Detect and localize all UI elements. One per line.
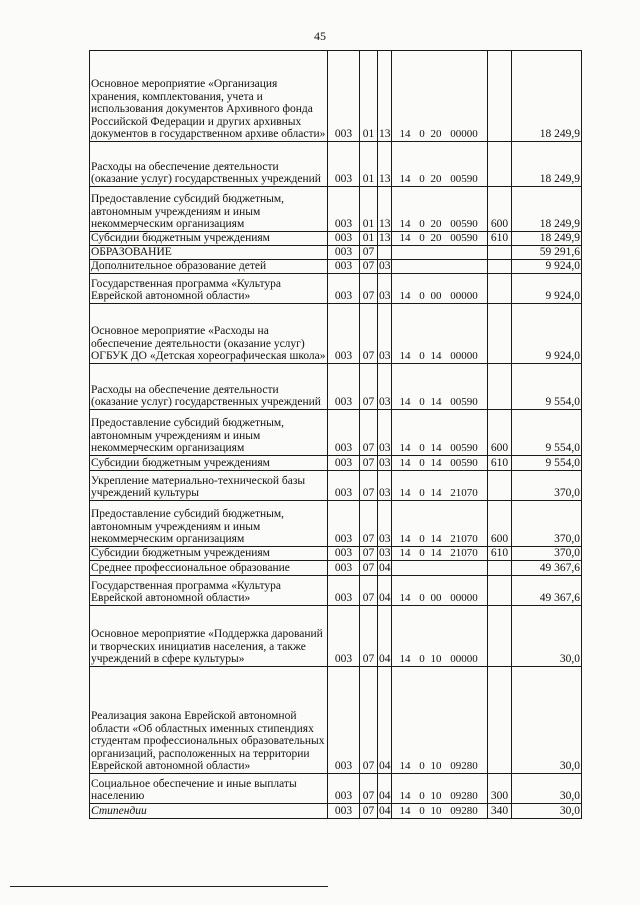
target-activity: 14 <box>430 442 442 455</box>
table-row <box>90 51 582 142</box>
target-article-code <box>392 774 488 804</box>
amount: 49 367,6 <box>512 561 582 576</box>
section-code: 07 <box>360 260 378 274</box>
target-direction: 09280 <box>450 790 478 803</box>
amount: 18 249,9 <box>512 142 582 187</box>
section-code: 01 <box>360 187 378 232</box>
expense-type-code <box>488 260 512 274</box>
amount: 18 249,9 <box>512 232 582 246</box>
section-code: 07 <box>360 667 378 774</box>
table-row <box>90 471 582 501</box>
ministry-code: 003 <box>328 561 360 576</box>
amount: 30,0 <box>512 606 582 667</box>
amount: 370,0 <box>512 501 582 547</box>
target-subprogram: 0 <box>419 442 425 455</box>
ministry-code: 003 <box>328 232 360 246</box>
row-description: Реализация закона Еврейской автономной области «Об областных именных стипендиях студентам профессиональных образовательных организаций, расположенных на территории Еврейской автономной области» <box>90 667 328 774</box>
target-article-code <box>392 576 488 606</box>
target-subprogram: 0 <box>419 457 425 470</box>
row-description: Государственная программа «Культура Еврейской автономной области» <box>90 576 328 606</box>
target-article-code <box>392 501 488 547</box>
section-code: 07 <box>360 501 378 547</box>
expense-type-code <box>488 246 512 260</box>
expense-type-code <box>488 304 512 364</box>
table-row <box>90 576 582 606</box>
ministry-code: 003 <box>328 410 360 456</box>
subsection-code: 04 <box>379 805 391 818</box>
page-number: 45 <box>314 29 326 43</box>
amount: 18 249,9 <box>512 51 582 142</box>
expense-type-code <box>488 606 512 667</box>
subsection-code: 03 <box>378 274 392 304</box>
table-row <box>90 501 582 547</box>
table-row <box>90 260 582 274</box>
expense-type-code: 610 <box>488 547 512 561</box>
section-code: 01 <box>360 232 378 246</box>
ministry-code: 003 <box>328 142 360 187</box>
ministry-code: 003 <box>328 274 360 304</box>
row-description: Государственная программа «Культура Еврейской автономной области» <box>90 274 328 304</box>
expense-type-code <box>488 561 512 576</box>
ministry-code: 003 <box>328 260 360 274</box>
ministry-code: 003 <box>328 456 360 471</box>
target-activity: 10 <box>430 760 442 773</box>
target-activity: 20 <box>430 173 442 186</box>
ministry-code: 003 <box>328 501 360 547</box>
table-row <box>90 274 582 304</box>
ministry-code: 003 <box>328 576 360 606</box>
row-description: Предоставление субсидий бюджетным, автономным учреждениям и иным некоммерческим организациям <box>90 501 328 547</box>
table-row <box>90 304 582 364</box>
target-direction: 00000 <box>450 350 478 363</box>
target-direction: 00590 <box>450 173 478 186</box>
ministry-code: 003 <box>328 547 360 561</box>
target-subprogram: 0 <box>419 173 425 186</box>
expense-type-code <box>488 364 512 410</box>
target-program: 14 <box>399 442 411 455</box>
expense-type-code: 300 <box>488 774 512 804</box>
target-activity: 10 <box>430 805 442 818</box>
ministry-code: 003 <box>328 804 360 819</box>
amount: 370,0 <box>512 547 582 561</box>
target-activity: 20 <box>430 232 442 245</box>
row-description: Предоставление субсидий бюджетным, автономным учреждениям и иным некоммерческим организациям <box>90 187 328 232</box>
table-row <box>90 410 582 456</box>
row-description: Социальное обеспечение и иные выплаты населению <box>90 774 328 804</box>
subsection-code: 03 <box>378 501 392 547</box>
target-article-code <box>392 304 488 364</box>
subsection-code: 04 <box>378 667 392 774</box>
row-description: Основное мероприятие «Поддержка дарований и творческих инициатив населения, а также учреждений в сфере культуры» <box>90 606 328 667</box>
table-row <box>90 667 582 774</box>
target-subprogram: 0 <box>419 487 425 500</box>
table-row <box>90 232 582 246</box>
target-program: 14 <box>399 592 411 605</box>
target-subprogram: 0 <box>419 547 425 560</box>
bottom-rule <box>10 886 328 887</box>
target-article-code <box>392 260 488 274</box>
target-activity: 14 <box>430 533 442 546</box>
row-description: Расходы на обеспечение деятельности (оказание услуг) государственных учреждений <box>90 142 328 187</box>
target-article-code <box>392 187 488 232</box>
target-direction: 09280 <box>450 760 478 773</box>
subsection-code: 03 <box>379 457 391 470</box>
target-article-code <box>392 274 488 304</box>
table-row <box>90 142 582 187</box>
target-subprogram: 0 <box>419 350 425 363</box>
target-program: 14 <box>399 487 411 500</box>
section-code: 07 <box>360 576 378 606</box>
target-program: 14 <box>399 232 411 245</box>
section-code: 07 <box>360 606 378 667</box>
ministry-code: 003 <box>328 304 360 364</box>
expense-type-code <box>488 471 512 501</box>
target-program: 14 <box>399 173 411 186</box>
expense-type-code: 600 <box>488 410 512 456</box>
target-subprogram: 0 <box>419 128 425 141</box>
ministry-code: 003 <box>328 774 360 804</box>
row-description: ОБРАЗОВАНИЕ <box>90 246 328 260</box>
subsection-code: 04 <box>378 774 392 804</box>
budget-table <box>89 50 582 819</box>
row-description: Расходы на обеспечение деятельности (оказание услуг) государственных учреждений <box>90 364 328 410</box>
amount: 30,0 <box>512 774 582 804</box>
target-activity: 14 <box>430 547 442 560</box>
table-row <box>90 364 582 410</box>
section-code: 07 <box>360 410 378 456</box>
row-description: Субсидии бюджетным учреждениям <box>90 547 328 561</box>
amount: 9 554,0 <box>512 456 582 471</box>
row-description: Субсидии бюджетным учреждениям <box>90 456 328 471</box>
amount: 9 924,0 <box>512 260 582 274</box>
target-activity: 00 <box>430 290 442 303</box>
target-program: 14 <box>399 653 411 666</box>
target-program: 14 <box>399 350 411 363</box>
row-description: Дополнительное образование детей <box>90 260 328 274</box>
expense-type-code: 340 <box>488 804 512 819</box>
table-row <box>90 187 582 232</box>
ministry-code: 003 <box>328 187 360 232</box>
subsection-code: 04 <box>378 576 392 606</box>
expense-type-code <box>488 142 512 187</box>
ministry-code: 003 <box>328 606 360 667</box>
subsection-code: 13 <box>378 187 392 232</box>
amount: 49 367,6 <box>512 576 582 606</box>
target-subprogram: 0 <box>419 653 425 666</box>
target-article-code <box>392 561 488 576</box>
target-direction: 00590 <box>450 457 478 470</box>
target-subprogram: 0 <box>419 218 425 231</box>
target-program: 14 <box>399 533 411 546</box>
target-subprogram: 0 <box>419 790 425 803</box>
subsection-code <box>378 246 392 260</box>
expense-type-code: 600 <box>488 501 512 547</box>
row-description: Укрепление материально-технической базы учреждений культуры <box>90 471 328 501</box>
target-direction: 00590 <box>450 218 478 231</box>
target-direction: 21070 <box>450 487 478 500</box>
row-description: Основное мероприятие «Расходы на обеспечение деятельности (оказание услуг) ОГБУК ДО «Детская хореографическая школа» <box>90 304 328 364</box>
target-subprogram: 0 <box>419 396 425 409</box>
table-row <box>90 456 582 471</box>
target-subprogram: 0 <box>419 533 425 546</box>
section-code: 07 <box>360 304 378 364</box>
target-direction: 00000 <box>450 128 478 141</box>
target-subprogram: 0 <box>419 290 425 303</box>
target-program: 14 <box>399 547 411 560</box>
target-direction: 00000 <box>450 290 478 303</box>
target-direction: 21070 <box>450 533 478 546</box>
section-code: 07 <box>360 456 378 471</box>
amount: 9 924,0 <box>512 274 582 304</box>
section-code: 07 <box>360 804 378 819</box>
section-code: 07 <box>360 774 378 804</box>
target-article-code <box>392 142 488 187</box>
target-activity: 14 <box>430 396 442 409</box>
section-code: 07 <box>360 246 378 260</box>
ministry-code: 003 <box>328 667 360 774</box>
target-program: 14 <box>399 457 411 470</box>
target-article-code <box>392 547 488 561</box>
target-article-code <box>392 606 488 667</box>
subsection-code: 03 <box>378 471 392 501</box>
expense-type-code: 610 <box>488 456 512 471</box>
table-row <box>90 246 582 260</box>
target-program: 14 <box>399 218 411 231</box>
section-code: 01 <box>360 51 378 142</box>
ministry-code: 003 <box>328 51 360 142</box>
target-activity: 20 <box>430 128 442 141</box>
amount: 30,0 <box>512 804 582 819</box>
expense-type-code: 610 <box>488 232 512 246</box>
subsection-code: 13 <box>378 142 392 187</box>
expense-type-code <box>488 51 512 142</box>
section-code: 07 <box>360 274 378 304</box>
target-subprogram: 0 <box>419 760 425 773</box>
target-article-code <box>392 246 488 260</box>
amount: 370,0 <box>512 471 582 501</box>
target-article-code <box>392 667 488 774</box>
amount: 9 554,0 <box>512 410 582 456</box>
subsection-code: 04 <box>379 562 391 575</box>
target-program: 14 <box>399 396 411 409</box>
row-description: Субсидии бюджетным учреждениям <box>90 232 328 246</box>
target-article-code <box>392 232 488 246</box>
row-description: Среднее профессиональное образование <box>90 561 328 576</box>
table-row <box>90 804 582 819</box>
table-row <box>90 547 582 561</box>
subsection-code: 04 <box>378 606 392 667</box>
section-code: 07 <box>360 561 378 576</box>
amount: 59 291,6 <box>512 246 582 260</box>
target-direction: 00590 <box>450 442 478 455</box>
row-description: Предоставление субсидий бюджетным, автономным учреждениям и иным некоммерческим организациям <box>90 410 328 456</box>
section-code: 01 <box>360 142 378 187</box>
target-activity: 00 <box>430 592 442 605</box>
target-activity: 20 <box>430 218 442 231</box>
expense-type-code <box>488 274 512 304</box>
target-subprogram: 0 <box>419 805 425 818</box>
target-article-code <box>392 804 488 819</box>
table-row <box>90 561 582 576</box>
table-row <box>90 774 582 804</box>
target-program: 14 <box>399 760 411 773</box>
subsection-code: 13 <box>378 51 392 142</box>
target-direction: 00000 <box>450 653 478 666</box>
amount: 30,0 <box>512 667 582 774</box>
target-program: 14 <box>399 290 411 303</box>
target-activity: 14 <box>430 350 442 363</box>
subsection-code: 03 <box>379 260 391 273</box>
target-activity: 14 <box>430 457 442 470</box>
subsection-code: 13 <box>379 232 391 245</box>
ministry-code: 003 <box>328 246 360 260</box>
target-direction: 00590 <box>450 396 478 409</box>
ministry-code: 003 <box>328 471 360 501</box>
target-program: 14 <box>399 805 411 818</box>
target-article-code <box>392 51 488 142</box>
target-program: 14 <box>399 128 411 141</box>
subsection-code: 03 <box>378 364 392 410</box>
target-subprogram: 0 <box>419 592 425 605</box>
expense-type-code <box>488 667 512 774</box>
target-direction: 21070 <box>450 547 478 560</box>
row-description: Основное мероприятие «Организация хранения, комплектования, учета и использования документов Архивного фонда Российской Федерации и других архивных документов в государственном архиве области» <box>90 51 328 142</box>
table-row <box>90 606 582 667</box>
ministry-code: 003 <box>328 364 360 410</box>
target-activity: 10 <box>430 790 442 803</box>
target-article-code <box>392 471 488 501</box>
section-code: 07 <box>360 471 378 501</box>
amount: 9 924,0 <box>512 304 582 364</box>
target-direction: 09280 <box>450 805 478 818</box>
target-article-code <box>392 410 488 456</box>
subsection-code: 03 <box>378 304 392 364</box>
target-program: 14 <box>399 790 411 803</box>
subsection-code: 03 <box>378 410 392 456</box>
target-subprogram: 0 <box>419 232 425 245</box>
expense-type-code: 600 <box>488 187 512 232</box>
amount: 9 554,0 <box>512 364 582 410</box>
section-code: 07 <box>360 364 378 410</box>
subsection-code: 03 <box>379 547 391 560</box>
section-code: 07 <box>360 547 378 561</box>
amount: 18 249,9 <box>512 187 582 232</box>
target-activity: 10 <box>430 653 442 666</box>
row-description: Стипендии <box>90 804 328 819</box>
target-article-code <box>392 456 488 471</box>
target-direction: 00590 <box>450 232 478 245</box>
target-activity: 14 <box>430 487 442 500</box>
target-direction: 00000 <box>450 592 478 605</box>
target-article-code <box>392 364 488 410</box>
expense-type-code <box>488 576 512 606</box>
